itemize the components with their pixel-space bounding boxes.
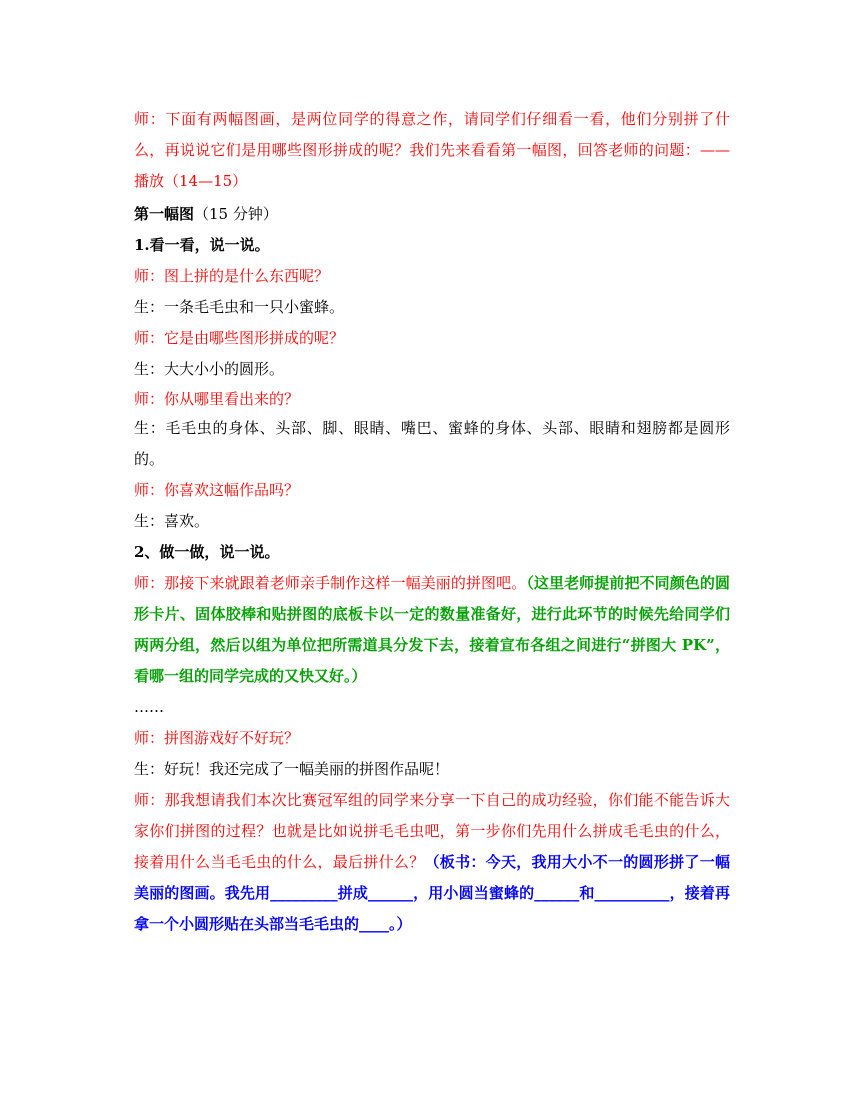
ellipsis: …… xyxy=(134,698,164,716)
teacher-instruction xyxy=(134,568,730,692)
section-title-time: （15 分钟） xyxy=(194,205,278,223)
teacher-intro: 师：下面有两幅图画，是两位同学的得意之作，请同学们仔细看一看，他们分别拼了什么，再说说它们是用哪些图形拼成的呢？我们先来看看第一幅图，回答老师的问题：——播放（14—15） xyxy=(134,110,730,190)
lesson-document xyxy=(134,104,730,940)
teacher-lead: 师：那接下来就跟着老师亲手制作这样一幅美丽的拼图吧。 xyxy=(134,574,527,592)
dialogue-teacher: 师：你从哪里看出来的？ xyxy=(134,390,300,408)
dialogue-student: 生：大大小小的圆形。 xyxy=(134,360,285,378)
teacher-question: 师：那我想请我们本次比赛冠军组的同学来分享一下自己的成功经验，你们能不能告诉大家你们拼图的过程？也就是比如说拼毛毛虫吧，第一步你们先用什么拼成毛毛虫的什么，接着用什么当毛毛虫的什么，最后拼什么？ xyxy=(134,791,730,871)
teacher-question-with-board xyxy=(134,785,730,940)
dialogue-teacher: 师：拼图游戏好不好玩？ xyxy=(134,729,300,747)
step2-title: 2、做一做，说一说。 xyxy=(134,543,280,561)
section-title-label: 第一幅图 xyxy=(134,205,195,223)
dialogue-teacher: 师：它是由哪些图形拼成的呢？ xyxy=(134,329,345,347)
section-title xyxy=(134,199,730,230)
dialogue-student: 生：好玩！我还完成了一幅美丽的拼图作品呢！ xyxy=(134,760,450,778)
dialogue-student: 生：喜欢。 xyxy=(134,512,210,530)
dialogue-teacher: 师：图上拼的是什么东西呢？ xyxy=(134,267,330,285)
dialogue-student: 生：毛毛虫的身体、头部、脚、眼睛、嘴巴、蜜蜂的身体、头部、眼睛和翅膀都是圆形的。 xyxy=(134,419,730,468)
teacher-note: （这里老师提前把不同颜色的圆形卡片、固体胶棒和贴拼图的底板卡以一定的数量准备好，进行此环节的时候先给同学们两两分组，然后以组为单位把所需道具分发下去，接着宣布各组之间进行“拼图大 PK”，看哪一组的同学完成的又快又好。） xyxy=(134,574,730,685)
step1-title: 1.看一看，说一说。 xyxy=(134,236,270,254)
dialogue-teacher: 师：你喜欢这幅作品吗？ xyxy=(134,481,300,499)
board-writing: （板书：今天，我用大小不一的圆形拼了一幅美丽的图画。我先用_________拼成______，用小圆当蜜蜂的______和__________，接着再拿一个小圆形贴在头部当毛毛虫的____。） xyxy=(134,853,730,933)
dialogue-student: 生：一条毛毛虫和一只小蜜蜂。 xyxy=(134,298,345,316)
